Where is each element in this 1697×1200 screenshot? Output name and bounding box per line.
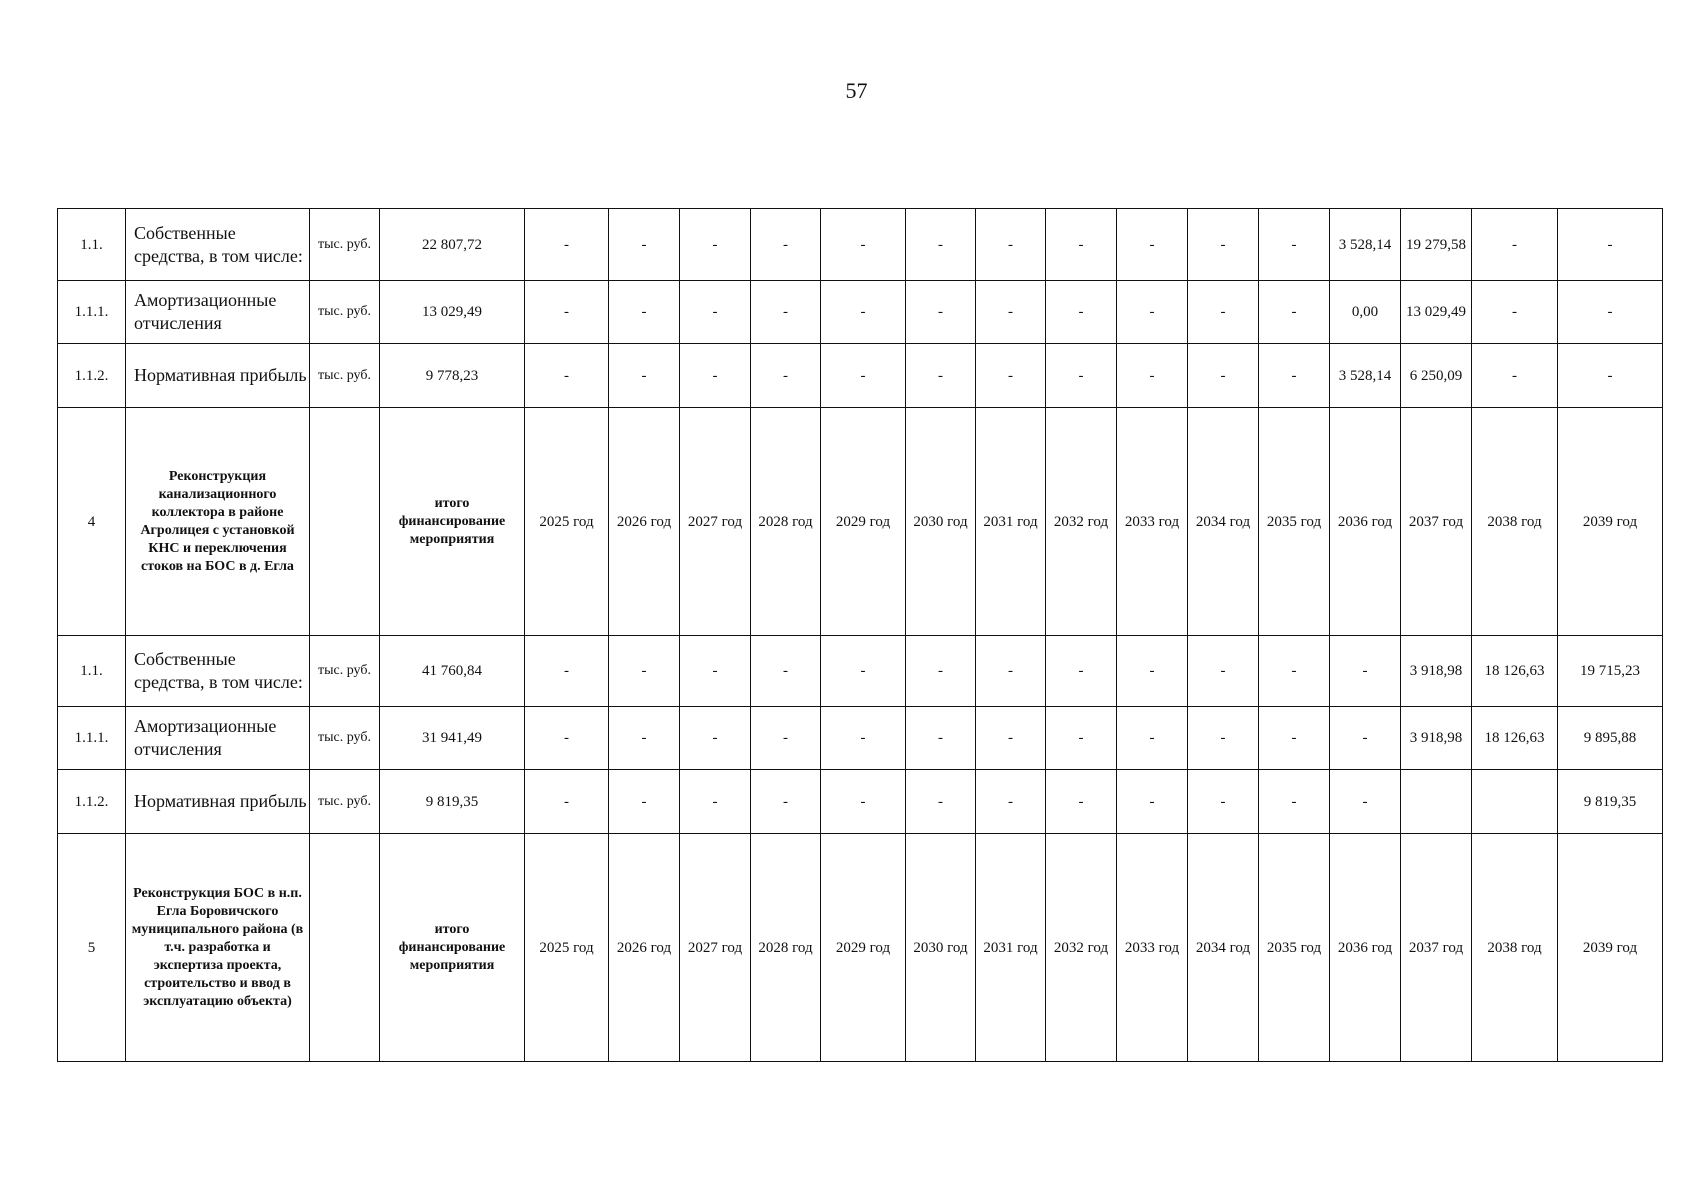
year-value-cell: - [1117, 209, 1188, 281]
year-value-cell: - [1259, 344, 1330, 408]
year-value-cell: - [976, 281, 1046, 344]
event-name-cell: Реконструкция канализационного коллектора в районе Агролицея с установкой КНС и переключения стоков на БОС в д. Егла [126, 408, 310, 636]
year-value-cell: - [1046, 209, 1117, 281]
year-value-cell: - [680, 707, 751, 770]
event-header-row [58, 408, 1663, 636]
year-header-cell: 2038 год [1472, 834, 1558, 1062]
year-value-cell: - [1330, 636, 1401, 707]
row-number-cell: 1.1. [58, 636, 126, 707]
row-name-cell: Нормативная прибыль [126, 344, 310, 408]
year-value-cell: 13 029,49 [1401, 281, 1472, 344]
year-value-cell: - [751, 770, 821, 834]
year-value-cell: - [821, 707, 906, 770]
empty-unit-cell [310, 834, 380, 1062]
year-value-cell: 18 126,63 [1472, 636, 1558, 707]
year-header-cell: 2033 год [1117, 834, 1188, 1062]
year-header-cell: 2039 год [1558, 408, 1663, 636]
year-value-cell: 19 715,23 [1558, 636, 1663, 707]
year-value-cell: - [906, 707, 976, 770]
event-name-cell: Реконструкция БОС в н.п. Егла Боровичского муниципального района (в т.ч. разработка и экспертиза проекта, строительство и ввод в эксплуатацию объекта) [126, 834, 310, 1062]
year-value-cell: - [525, 636, 609, 707]
empty-unit-cell [310, 408, 380, 636]
unit-cell: тыс. руб. [310, 636, 380, 707]
year-header-cell: 2027 год [680, 408, 751, 636]
year-header-cell: 2030 год [906, 408, 976, 636]
year-value-cell: 6 250,09 [1401, 344, 1472, 408]
year-value-cell: - [1117, 770, 1188, 834]
unit-cell: тыс. руб. [310, 281, 380, 344]
year-header-cell: 2031 год [976, 834, 1046, 1062]
year-value-cell: - [821, 636, 906, 707]
year-value-cell: 3 528,14 [1330, 209, 1401, 281]
year-value-cell: - [976, 707, 1046, 770]
year-value-cell: - [1472, 344, 1558, 408]
row-name-cell: Собственные средства, в том числе: [126, 209, 310, 281]
year-value-cell: - [1558, 209, 1663, 281]
year-value-cell: - [906, 281, 976, 344]
year-value-cell: - [976, 344, 1046, 408]
year-header-cell: 2031 год [976, 408, 1046, 636]
year-value-cell: - [906, 636, 976, 707]
year-value-cell: - [1259, 770, 1330, 834]
year-value-cell: - [609, 707, 680, 770]
year-value-cell: - [1046, 344, 1117, 408]
year-value-cell: - [1259, 707, 1330, 770]
financing-table [57, 208, 1663, 1062]
year-value-cell: 9 819,35 [1558, 770, 1663, 834]
year-value-cell: - [1188, 636, 1259, 707]
row-number-cell: 1.1. [58, 209, 126, 281]
page-number: 57 [845, 78, 868, 103]
row-name-cell: Амортизационные отчисления [126, 707, 310, 770]
unit-cell: тыс. руб. [310, 770, 380, 834]
year-value-cell: - [680, 636, 751, 707]
year-value-cell: - [525, 770, 609, 834]
year-value-cell: - [609, 281, 680, 344]
year-header-cell: 2035 год [1259, 834, 1330, 1062]
year-value-cell: - [1259, 281, 1330, 344]
year-header-cell: 2032 год [1046, 834, 1117, 1062]
year-value-cell: - [906, 209, 976, 281]
year-header-cell: 2036 год [1330, 834, 1401, 1062]
year-value-cell: - [609, 344, 680, 408]
year-header-cell: 2032 год [1046, 408, 1117, 636]
year-header-cell: 2026 год [609, 408, 680, 636]
year-value-cell: - [525, 707, 609, 770]
event-header-row [58, 834, 1663, 1062]
row-number-cell: 1.1.1. [58, 281, 126, 344]
year-value-cell: - [1117, 636, 1188, 707]
year-value-cell: - [751, 281, 821, 344]
year-header-cell: 2037 год [1401, 408, 1472, 636]
year-value-cell: - [680, 344, 751, 408]
year-value-cell: - [1330, 770, 1401, 834]
year-header-cell: 2034 год [1188, 408, 1259, 636]
year-value-cell: - [1259, 636, 1330, 707]
year-header-cell: 2034 год [1188, 834, 1259, 1062]
year-value-cell: 19 279,58 [1401, 209, 1472, 281]
total-cell: 22 807,72 [380, 209, 525, 281]
year-header-cell: 2038 год [1472, 408, 1558, 636]
year-value-cell: - [680, 209, 751, 281]
year-value-cell: - [821, 344, 906, 408]
unit-cell: тыс. руб. [310, 209, 380, 281]
year-header-cell: 2026 год [609, 834, 680, 1062]
year-value-cell: - [1330, 707, 1401, 770]
year-value-cell: - [1117, 707, 1188, 770]
row-name-cell: Амортизационные отчисления [126, 281, 310, 344]
year-value-cell: - [1188, 707, 1259, 770]
year-value-cell: - [906, 770, 976, 834]
year-value-cell: - [1046, 636, 1117, 707]
year-value-cell: - [751, 344, 821, 408]
year-value-cell: - [1046, 281, 1117, 344]
year-header-cell: 2029 год [821, 834, 906, 1062]
year-value-cell: - [680, 281, 751, 344]
year-header-cell: 2036 год [1330, 408, 1401, 636]
row-name-cell: Нормативная прибыль [126, 770, 310, 834]
event-number-cell: 5 [58, 834, 126, 1062]
year-value-cell: - [1117, 344, 1188, 408]
year-value-cell: - [1472, 209, 1558, 281]
year-value-cell: - [1259, 209, 1330, 281]
row-number-cell: 1.1.1. [58, 707, 126, 770]
row-number-cell: 1.1.2. [58, 770, 126, 834]
year-value-cell: - [1188, 344, 1259, 408]
year-header-cell: 2037 год [1401, 834, 1472, 1062]
year-header-cell: 2028 год [751, 408, 821, 636]
year-value-cell: - [1558, 344, 1663, 408]
year-header-cell: 2029 год [821, 408, 906, 636]
year-value-cell: 3 918,98 [1401, 636, 1472, 707]
year-value-cell: - [1558, 281, 1663, 344]
year-value-cell: - [525, 344, 609, 408]
table-row [58, 770, 1663, 834]
year-header-cell: 2033 год [1117, 408, 1188, 636]
table-row [58, 707, 1663, 770]
year-value-cell: - [1046, 770, 1117, 834]
year-value-cell: - [821, 770, 906, 834]
year-value-cell: 3 918,98 [1401, 707, 1472, 770]
unit-cell: тыс. руб. [310, 707, 380, 770]
year-value-cell: - [1188, 281, 1259, 344]
year-value-cell: 3 528,14 [1330, 344, 1401, 408]
year-header-cell: 2025 год [525, 834, 609, 1062]
year-value-cell: - [976, 770, 1046, 834]
year-value-cell: - [751, 209, 821, 281]
year-header-cell: 2028 год [751, 834, 821, 1062]
year-value-cell: - [680, 770, 751, 834]
total-header-cell: итого финансирование мероприятия [380, 408, 525, 636]
year-value-cell: - [906, 344, 976, 408]
year-value-cell: - [1472, 281, 1558, 344]
year-header-cell: 2027 год [680, 834, 751, 1062]
table-row [58, 281, 1663, 344]
year-value-cell: - [525, 281, 609, 344]
year-value-cell: - [976, 209, 1046, 281]
year-value-cell: - [1188, 770, 1259, 834]
unit-cell: тыс. руб. [310, 344, 380, 408]
year-value-cell: - [751, 707, 821, 770]
total-cell: 41 760,84 [380, 636, 525, 707]
total-cell: 31 941,49 [380, 707, 525, 770]
year-value-cell: - [609, 636, 680, 707]
year-value-cell: 18 126,63 [1472, 707, 1558, 770]
year-header-cell: 2035 год [1259, 408, 1330, 636]
year-value-cell [1401, 770, 1472, 834]
table-row [58, 344, 1663, 408]
total-cell: 9 778,23 [380, 344, 525, 408]
total-cell: 13 029,49 [380, 281, 525, 344]
year-header-cell: 2030 год [906, 834, 976, 1062]
year-value-cell: 9 895,88 [1558, 707, 1663, 770]
total-header-cell: итого финансирование мероприятия [380, 834, 525, 1062]
year-value-cell: - [609, 209, 680, 281]
year-value-cell: - [1188, 209, 1259, 281]
year-header-cell: 2025 год [525, 408, 609, 636]
year-value-cell: 0,00 [1330, 281, 1401, 344]
year-value-cell: - [751, 636, 821, 707]
year-value-cell: - [821, 281, 906, 344]
total-cell: 9 819,35 [380, 770, 525, 834]
row-name-cell: Собственные средства, в том числе: [126, 636, 310, 707]
table-row [58, 636, 1663, 707]
event-number-cell: 4 [58, 408, 126, 636]
table-row [58, 209, 1663, 281]
year-value-cell: - [525, 209, 609, 281]
year-value-cell: - [976, 636, 1046, 707]
row-number-cell: 1.1.2. [58, 344, 126, 408]
year-value-cell: - [1046, 707, 1117, 770]
year-header-cell: 2039 год [1558, 834, 1663, 1062]
year-value-cell: - [609, 770, 680, 834]
year-value-cell: - [1117, 281, 1188, 344]
year-value-cell [1472, 770, 1558, 834]
year-value-cell: - [821, 209, 906, 281]
